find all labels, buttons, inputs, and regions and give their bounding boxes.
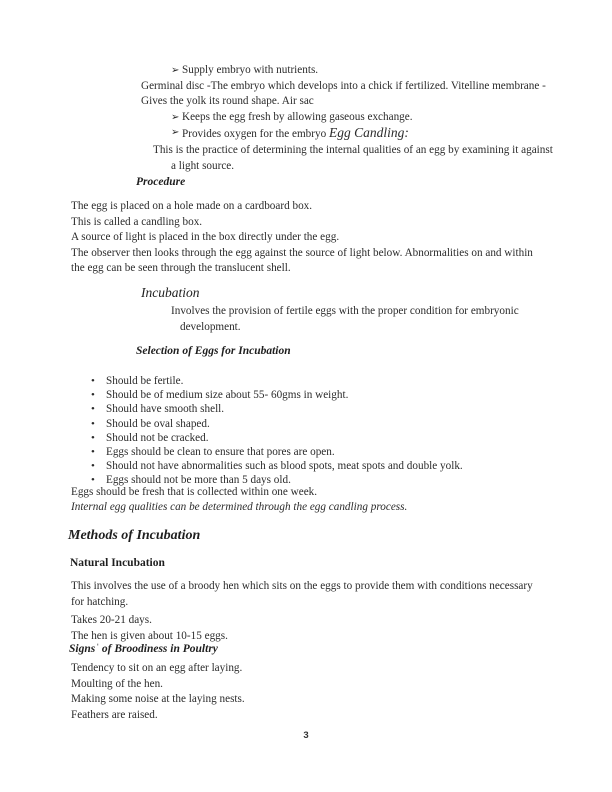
bullet-icon: •: [91, 446, 95, 459]
natural-incubation-body: This involves the use of a broody hen which sits on the eggs to provide them with conditions necessary for hatching.: [71, 580, 533, 608]
list-item-label: Should be oval shaped.: [106, 417, 210, 430]
list-item-label: Should be fertile.: [106, 375, 184, 387]
list-item: [69, 388, 549, 402]
procedure-line: A source of light is placed in the box directly under the egg.: [71, 231, 340, 244]
procedure-heading: Procedure: [136, 176, 186, 188]
arrow-bullet-label: Keeps the egg fresh by allowing gaseous exchange.: [182, 110, 413, 123]
broodiness-line: Moulting of the hen.: [71, 677, 163, 690]
natural-incubation-line: The hen is given about 10-15 eggs.: [71, 629, 228, 642]
list-item-label: Eggs should not be more than 5 days old.: [106, 474, 291, 487]
bullet-icon: •: [91, 431, 95, 444]
natural-incubation-extra-lines: [71, 613, 541, 644]
bullet-icon: •: [91, 474, 95, 487]
arrow-bullet-label: Supply embryo with nutrients.: [182, 64, 319, 76]
natural-incubation-heading: Natural Incubation: [70, 557, 165, 569]
selection-subheading: Selection of Eggs for Incubation: [136, 345, 291, 357]
arrow-bullet-item: [141, 110, 557, 126]
list-item: [69, 374, 549, 388]
bullet-icon: •: [91, 417, 95, 430]
list-item-label: Should be of medium size about 55- 60gms in weight.: [106, 389, 349, 402]
list-item: [69, 402, 549, 416]
bullet-icon: •: [91, 403, 95, 416]
egg-candling-definition: This is the practice of determining the internal qualities of an egg by examining it against a light source.: [153, 143, 553, 172]
procedure-line: The egg is placed on a hole made on a cardboard box.: [71, 200, 313, 212]
egg-candling-emphasis: Egg Candling:: [328, 125, 409, 141]
incubation-body: [171, 304, 556, 335]
broodiness-line: Tendency to sit on an egg after laying.: [71, 662, 243, 674]
list-item: [69, 445, 549, 459]
arrow-bullet-label: Provides oxygen for the embryo: [182, 128, 329, 141]
bullet-icon: •: [91, 460, 95, 473]
procedure-line: The observer then looks through the egg against the source of light below. Abnormalities on and within the egg can be seen through the translucent shell.: [71, 246, 533, 275]
list-item-label: Should have smooth shell.: [106, 403, 225, 416]
germinal-disc-paragraph: Germinal disc -The embryo which develops into a chick if fertilized. Vitelline membrane - Gives the yolk its round shape. Air sac: [141, 79, 546, 108]
methods-heading: Methods of Incubation: [68, 528, 201, 543]
natural-incubation-line: Takes 20-21 days.: [71, 614, 152, 626]
list-item: [69, 417, 549, 431]
broodiness-line: Making some noise at the laying nests.: [71, 693, 245, 706]
list-item-label: Eggs should be clean to ensure that pores are open.: [106, 446, 335, 459]
arrow-bullet-icon: ➢: [171, 111, 180, 123]
incubation-body-text: Involves the provision of fertile eggs with the proper condition for embryonic development.: [171, 305, 519, 333]
arrow-bullet-icon: ➢: [171, 65, 180, 76]
top-section-block: [141, 63, 557, 174]
broodiness-body: [71, 661, 541, 723]
procedure-body: [71, 199, 541, 277]
procedure-line: This is called a candling box.: [71, 215, 203, 228]
bullet-icon: •: [91, 375, 95, 387]
arrow-bullet-icon: ➢: [171, 127, 180, 139]
internal-egg-qualities-note: Internal egg qualities can be determined through the egg candling process.: [71, 501, 408, 513]
list-item: [69, 431, 549, 445]
bullet-icon: •: [91, 389, 95, 402]
list-item: [69, 459, 549, 473]
arrow-bullet-item: [141, 125, 557, 143]
list-item-label: Should not be cracked.: [106, 431, 209, 444]
arrow-bullet-item: [141, 63, 557, 79]
incubation-heading: Incubation: [141, 285, 200, 300]
broodiness-line: Feathers are raised.: [71, 708, 158, 721]
page-number: 3: [303, 730, 309, 741]
list-item-label: Should not have abnormalities such as blood spots, meat spots and double yolk.: [106, 460, 463, 473]
eggs-fresh-line: Eggs should be fresh that is collected within one week.: [71, 486, 318, 498]
egg-selection-list: [69, 374, 549, 488]
broodiness-heading: Signsˈ of Broodiness in Poultry: [69, 643, 218, 655]
